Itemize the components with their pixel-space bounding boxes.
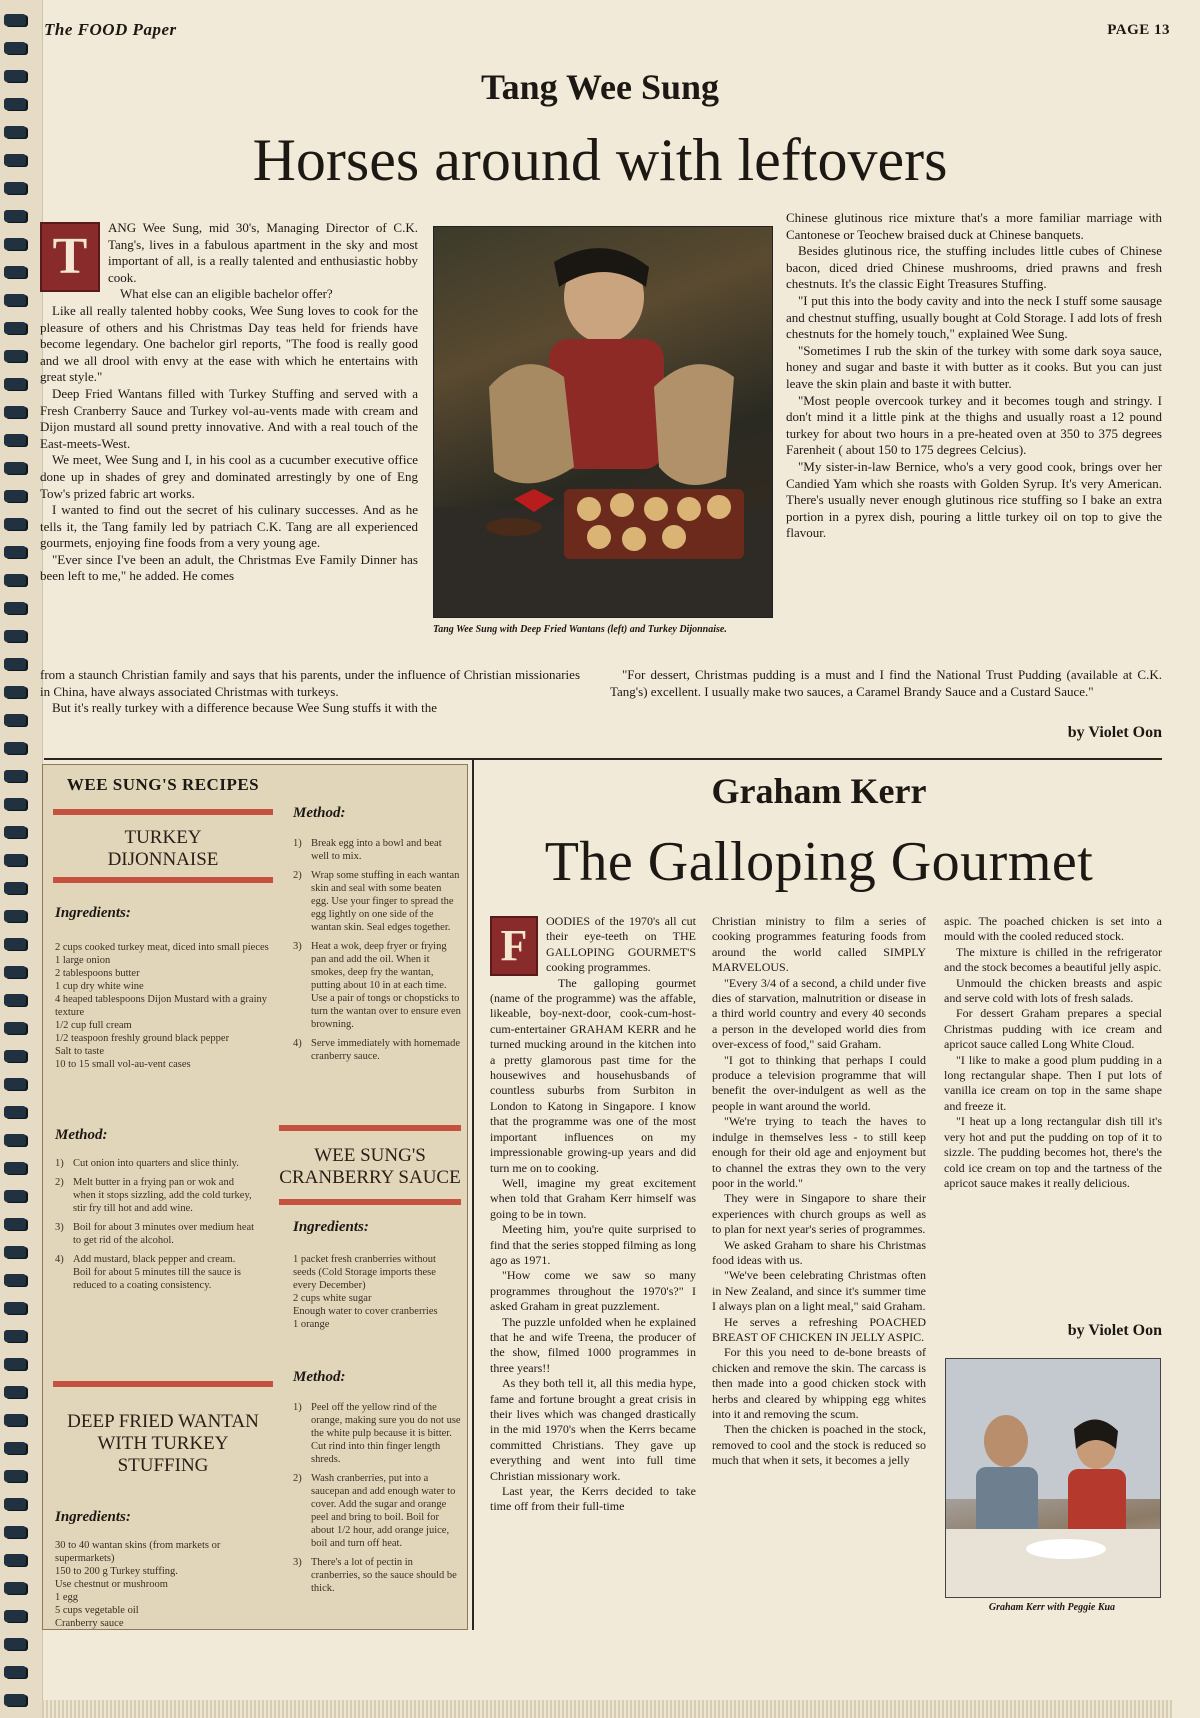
- binding-ring: [4, 154, 26, 166]
- binding-ring: [4, 1106, 26, 1118]
- story1-paragraph: I wanted to find out the secret of his culinary successes. And as he tells it, the Tang family led by patriach C.K. Tang are all experienced gourmets, enjoying fine foods from a very young age.: [40, 502, 418, 551]
- ingredient-item: 1 egg: [55, 1592, 79, 1603]
- binding-ring: [4, 1638, 26, 1650]
- wantan-ingredients-list: [55, 1539, 273, 1630]
- method-step: 4) Serve immediately with homemade cranberry sauce.: [293, 1038, 460, 1062]
- page-number: PAGE 13: [1107, 22, 1170, 38]
- ingredient-item: Use chestnut or mushroom: [55, 1579, 168, 1590]
- binding-ring: [4, 1330, 26, 1342]
- binding-ring: [4, 714, 26, 726]
- binding-ring: [4, 602, 26, 614]
- story2-photo-caption: Graham Kerr with Peggie Kua: [988, 1602, 1116, 1613]
- recipe-title-turkey-dijonnaise: TURKEY DIJONNAISE: [107, 827, 219, 870]
- story2-paragraph: The puzzle unfolded when he explained that he and wife Treena, the producer of the show, filmed 1000 programmes in three years!!: [490, 1314, 696, 1375]
- story2-paragraph: "Every 3/4 of a second, a child under five dies of starvation, malnutrition or disease in a third world country and every 40 seconds a person in the developed world dies from over-excess of food," said Graham.: [712, 975, 926, 1052]
- spiral-binding: [0, 0, 43, 1718]
- ingredient-item: 2 cups cooked turkey meat, diced into small pieces: [55, 942, 269, 953]
- story2-paragraph: Last year, the Kerrs decided to take time off from their full-time: [490, 1484, 696, 1514]
- story2-paragraph: He serves a refreshing POACHED BREAST OF CHICKEN IN JELLY ASPIC.: [712, 1314, 926, 1344]
- binding-ring: [4, 1274, 26, 1286]
- binding-ring: [4, 406, 26, 418]
- binding-ring: [4, 434, 26, 446]
- ingredient-item: 1/2 teaspoon freshly ground black pepper: [55, 1033, 230, 1044]
- ingredients-label: Ingredients:: [55, 1509, 131, 1525]
- story1-bottom-left: [40, 667, 580, 717]
- method-step: 3) Heat a wok, deep fryer or frying pan and add the oil. When it smokes, deep fry the wantan, putting about 10 in at each time. Use a pair of tongs or chopsticks to turn the wantan over to ensure even browning.: [293, 941, 461, 1030]
- story2-paragraph: The galloping gourmet (name of the programme) was the affable, likeable, boy-next-door, cook-cum-host-cum-entertainer GRAHAM KERR and he turned mucking around in the kitchen into a pretty glamorous past time for the housewives and househusbands of countless suburbs from Surbiton in London to Katong in Singapore. I know that the programme was one of the most important influences on my impressionable growing-up years and did turn me on to cooking.: [490, 975, 696, 1175]
- wantan-method-steps: [293, 837, 461, 1069]
- story1-byline: by Violet Oon: [1067, 724, 1162, 741]
- photo-tang-wee-sung: [433, 226, 773, 618]
- method-step: 3) Boil for about 3 minutes over medium heat to get rid of the alcohol.: [55, 1222, 255, 1246]
- story2-column-3: [944, 914, 1162, 1191]
- story2-paragraph: For this you need to de-bone breasts of chicken and remove the skin. The carcass is then made into a good chicken stock with herbs and cleared by whipping egg whites into it and removing the scum.: [712, 1345, 926, 1421]
- ingredient-item: 1 packet fresh cranberries without seeds (Cold Storage imports these every December): [293, 1254, 436, 1291]
- method-label: Method:: [293, 805, 346, 821]
- story2-kicker: Graham Kerr: [711, 771, 927, 811]
- binding-ring: [4, 1386, 26, 1398]
- binding-ring: [4, 490, 26, 502]
- ingredient-item: Enough water to cover cranberries: [293, 1306, 438, 1317]
- story1-paragraph: Deep Fried Wantans filled with Turkey Stuffing and served with a Fresh Cranberry Sauce and Turkey vol-au-vents made with cream and Dijon mustard all sound pretty innovative. And with a real touch of the East-meets-West.: [40, 385, 418, 451]
- method-step: 1) Cut onion into quarters and slice thinly.: [55, 1158, 239, 1169]
- ingredient-item: Cranberry sauce: [55, 1618, 124, 1629]
- section-divider: [44, 758, 1162, 760]
- ingredients-label: Ingredients:: [293, 1219, 369, 1235]
- story2-paragraph: Unmould the chicken breasts and aspic and serve cold with lots of fresh salads.: [944, 975, 1162, 1006]
- binding-ring: [4, 826, 26, 838]
- story2-paragraph: As they both tell it, all this media hype, fame and fortune brought a great crisis in their lives which was changed drastically in the mid 1970's when the Kerrs became committed Christians. They gave up everything and went into full time Christian missionary work.: [490, 1376, 696, 1483]
- ingredient-item: 1 orange: [293, 1319, 330, 1330]
- story2-dropcap: F: [490, 916, 538, 976]
- story1-column-3: [786, 210, 1162, 542]
- story2-byline: by Violet Oon: [1067, 1322, 1162, 1339]
- binding-ring: [4, 1302, 26, 1314]
- story2-paragraph: Christian ministry to film a series of cooking programmes featuring foods from around the world called SIMPLY MARVELOUS.: [712, 914, 926, 975]
- binding-ring: [4, 462, 26, 474]
- story2-paragraph: Then the chicken is poached in the stock, removed to cool and the stock is reduced so much that when it sets, it becomes a jelly: [712, 1422, 926, 1468]
- story1-paragraph: But it's really turkey with a difference because Wee Sung stuffs it with the: [52, 700, 438, 716]
- binding-ring: [4, 1358, 26, 1370]
- method-step: 1) Peel off the yellow rind of the orange, making sure you do not use the white pulp because it is bitter. Cut rind into thin finger length shreds.: [293, 1402, 461, 1465]
- binding-ring: [4, 658, 26, 670]
- binding-ring: [4, 742, 26, 754]
- story2-headline: The Galloping Gourmet: [544, 831, 1094, 893]
- photo-illustration: [434, 227, 772, 617]
- ingredient-item: 1/2 cup full cream: [55, 1020, 132, 1031]
- binding-ring: [4, 854, 26, 866]
- decorative-band: [279, 1199, 461, 1205]
- story2-paragraph: "How come we saw so many programmes throughout the 1970's?" I asked Graham in great puzzlement.: [490, 1268, 696, 1314]
- binding-ring: [4, 98, 26, 110]
- binding-ring: [4, 882, 26, 894]
- ingredient-item: 30 to 40 wantan skins (from markets or supermarkets): [55, 1540, 221, 1564]
- story2-paragraph: "I like to make a good plum pudding in a long rectangular shape. Then I put lots of vanilla ice cream on top in the same shape and freeze it.: [944, 1052, 1162, 1113]
- story1-paragraph: What else can an eligible bachelor offer?: [120, 286, 333, 302]
- binding-ring: [4, 14, 26, 26]
- binding-ring: [4, 1694, 26, 1706]
- binding-ring: [4, 1470, 26, 1482]
- story1-column-1: [40, 220, 418, 585]
- story1-dropcap: T: [40, 222, 100, 292]
- story1-paragraph: "Sometimes I rub the skin of the turkey with some dark soya sauce, honey and sugar and baste it with butter as it cooks. But you can just leave the skin plain and baste it with butter.: [786, 342, 1162, 391]
- method-step: 4) Add mustard, black pepper and cream. Boil for about 5 minutes till the sauce is reduced to a coating consistency.: [55, 1254, 241, 1291]
- decorative-band: [53, 1381, 273, 1387]
- turkey-method-steps: [55, 1157, 255, 1298]
- ingredient-item: 150 to 200 g Turkey stuffing.: [55, 1566, 178, 1577]
- story1-paragraph: ANG Wee Sung, mid 30's, Managing Director of C.K. Tang's, lives in a fabulous apartment in the sky and most important of all, is a really talented and enthusiastic hobby cook.: [108, 220, 418, 285]
- binding-ring: [4, 630, 26, 642]
- story1-headline: Horses around with leftovers: [252, 127, 948, 193]
- story1-paragraph: "I put this into the body cavity and into the neck I stuff some sausage and chestnut stuffing, usually bought at Cold Storage. I add lots of fresh chestnuts for the homely touch," explained Wee Sung.: [786, 292, 1162, 342]
- page-edge-texture: [42, 1700, 1172, 1718]
- story2-paragraph: They were in Singapore to share their experiences with church groups as well as to plan for next year's series of programmes.: [712, 1191, 926, 1237]
- binding-ring: [4, 1582, 26, 1594]
- ingredient-item: 1 cup dry white wine: [55, 981, 144, 992]
- ingredient-item: 2 tablespoons butter: [55, 968, 140, 979]
- story1-bottom-right: [610, 667, 1162, 700]
- binding-ring: [4, 238, 26, 250]
- binding-ring: [4, 770, 26, 782]
- story1-kicker: Tang Wee Sung: [480, 67, 720, 107]
- ingredient-item: 1 large onion: [55, 955, 111, 966]
- ingredient-item: 10 to 15 small vol-au-vent cases: [55, 1059, 191, 1070]
- binding-ring: [4, 182, 26, 194]
- cranberry-method-steps: [293, 1401, 461, 1601]
- binding-ring: [4, 1526, 26, 1538]
- method-step: 1) Break egg into a bowl and beat well to mix.: [293, 838, 442, 862]
- ingredient-item: Salt to taste: [55, 1046, 104, 1057]
- recipe-title-deep-fried-wantan: DEEP FRIED WANTAN WITH TURKEY STUFFING: [67, 1411, 259, 1476]
- story1-paragraph: Besides glutinous rice, the stuffing includes little cubes of Chinese bacon, diced dried Chinese mushrooms, dried prawns and fresh chestnuts. It's the classic Eight Treasures Stuffing.: [786, 243, 1162, 292]
- binding-ring: [4, 1442, 26, 1454]
- story2-paragraph: Meeting him, you're quite surprised to find that the series stopped filming as long ago as 1971.: [490, 1222, 696, 1267]
- story2-paragraph: OODIES of the 1970's all cut their eye-teeth on THE GALLOPING GOURMET'S cooking programmes.: [546, 914, 696, 975]
- ingredient-item: 5 cups vegetable oil: [55, 1605, 139, 1616]
- binding-ring: [4, 378, 26, 390]
- binding-ring: [4, 1666, 26, 1678]
- story2-paragraph: "We've been celebrating Christmas often in New Zealand, and since it's summer time I always plan on a light meal," said Graham.: [712, 1268, 926, 1314]
- ingredient-item: 4 heaped tablespoons Dijon Mustard with a grainy texture: [55, 994, 267, 1018]
- ingredients-label: Ingredients:: [55, 905, 131, 921]
- story2-paragraph: We asked Graham to share his Christmas food ideas with us.: [712, 1237, 926, 1267]
- binding-ring: [4, 938, 26, 950]
- method-step: 2) Wrap some stuffing in each wantan skin and seal with some beaten egg. Use your finger to spread the egg lightly on one side of the wantan skin. Seal edges together.: [293, 870, 460, 933]
- binding-ring: [4, 686, 26, 698]
- binding-ring: [4, 1610, 26, 1622]
- binding-ring: [4, 574, 26, 586]
- binding-ring: [4, 910, 26, 922]
- method-step: 2) Wash cranberries, put into a saucepan and add enough water to cover. Add the sugar and orange peel and bring to boil. Boil for about 1/2 hour, add orange juice, boil and turn off heat.: [293, 1473, 456, 1549]
- binding-ring: [4, 798, 26, 810]
- turkey-ingredients-list: [55, 941, 273, 1071]
- story1-paragraph: We meet, Wee Sung and I, in his cool as a cucumber executive office done up in shades of grey and dominated arrestingly by one of Eng Tow's prized fabric art works.: [40, 452, 418, 501]
- story1-paragraph: "Ever since I've been an adult, the Christmas Eve Family Dinner has been left to me," he added. He comes: [40, 551, 418, 584]
- photo-graham-kerr: [945, 1358, 1161, 1598]
- method-label: Method:: [293, 1369, 346, 1385]
- method-step: 3) There's a lot of pectin in cranberries, so the sauce should be thick.: [293, 1557, 457, 1594]
- binding-ring: [4, 1414, 26, 1426]
- binding-ring: [4, 1162, 26, 1174]
- masthead: The FOOD Paper: [44, 20, 177, 39]
- binding-ring: [4, 42, 26, 54]
- photo-illustration: [946, 1359, 1160, 1597]
- story2-column-1: [490, 914, 696, 1515]
- binding-ring: [4, 350, 26, 362]
- binding-ring: [4, 1134, 26, 1146]
- story1-paragraph: from a staunch Christian family and says that his parents, under the influence of Christian missionaries in China, have always associated Christmas with turkeys.: [40, 667, 580, 699]
- story2-paragraph: The mixture is chilled in the refrigerator and the stock becomes a beautiful jelly aspic.: [944, 944, 1162, 975]
- decorative-band: [279, 1125, 461, 1131]
- binding-ring: [4, 966, 26, 978]
- story1-paragraph: "Most people overcook turkey and it becomes tough and stringy. I don't mind it a little pink at the thighs and usually roast a 12 pound turkey for about two hours in a pre-heated oven at 350 to 375 degrees Farenheit ( about 150 to 175 degrees Celcius).: [786, 392, 1162, 458]
- story2-paragraph: "I got to thinking that perhaps I could produce a television programme that will benefit the over-indulgent as well as the people in want around the world.: [712, 1052, 926, 1113]
- story1-paragraph: Chinese glutinous rice mixture that's a more familiar marriage with Cantonese or Teochew braised duck at Chinese banquets.: [786, 210, 1162, 242]
- binding-ring: [4, 266, 26, 278]
- story2-paragraph: aspic. The poached chicken is set into a mould with the cooled reduced stock.: [944, 914, 1162, 944]
- recipe-box: [42, 764, 468, 1630]
- story2-paragraph: Well, imagine my great excitement when told that Graham Kerr himself was going to be in town.: [490, 1175, 696, 1221]
- binding-ring: [4, 1050, 26, 1062]
- binding-ring: [4, 294, 26, 306]
- story1-paragraph: Like all really talented hobby cooks, Wee Sung loves to cook for the pleasure of others and his Christmas Day teas held for friends have become legendary. One bachelor girl reports, "The food is really good and we all drool with envy at the ease with which he entertains with great style.": [40, 302, 418, 385]
- binding-ring: [4, 1246, 26, 1258]
- recipe-box-title: WEE SUNG'S RECIPES: [66, 775, 260, 794]
- binding-ring: [4, 994, 26, 1006]
- recipe-title-cranberry-sauce: WEE SUNG'S CRANBERRY SAUCE: [279, 1145, 461, 1188]
- binding-ring: [4, 546, 26, 558]
- story1-paragraph: "For dessert, Christmas pudding is a must and I find the National Trust Pudding (available at C.K. Tang's) excellent. I usually make two sauces, a Caramel Brandy Sauce and a Custard Sauce.": [610, 667, 1162, 699]
- story2-paragraph: For dessert Graham prepares a special Christmas pudding with ice cream and apricot sauce called Long White Cloud.: [944, 1006, 1162, 1052]
- binding-ring: [4, 210, 26, 222]
- story1-photo-caption: Tang Wee Sung with Deep Fried Wantans (left) and Turkey Dijonnaise.: [433, 624, 727, 635]
- decorative-band: [53, 877, 273, 883]
- method-step: 2) Melt butter in a frying pan or wok and when it stops sizzling, add the cold turkey, stir fry till hot and add wine.: [55, 1177, 252, 1214]
- ingredient-item: 2 cups white sugar: [293, 1293, 372, 1304]
- story2-paragraph: "I heat up a long rectangular dish till it's very hot and put the pudding on top of it to sizzle. The pudding becomes hot, there's the cold ice cream on top and the tartness of the apricot sauce makes it really delicious.: [944, 1114, 1162, 1190]
- binding-ring: [4, 70, 26, 82]
- binding-ring: [4, 1190, 26, 1202]
- story1-paragraph: "My sister-in-law Bernice, who's a very good cook, brings over her Candied Yam which she roasts with Golden Syrup. It's very American. There's usually never enough glutinous rice stuffing so I bake an extra portion in a pyrex dish, pouring a little turkey oil on top to give the flavour.: [786, 458, 1162, 541]
- binding-ring: [4, 518, 26, 530]
- story2-column-2: [712, 914, 926, 1469]
- decorative-band: [53, 809, 273, 815]
- story2-paragraph: "We're trying to teach the haves to indulge in themselves less - to still keep enough for their old age and enjoyment but to channel the extras they own to the very poor in the world.": [712, 1114, 926, 1190]
- binding-ring: [4, 1218, 26, 1230]
- binding-ring: [4, 126, 26, 138]
- binding-ring: [4, 322, 26, 334]
- binding-ring: [4, 1498, 26, 1510]
- cranberry-ingredients-list: [293, 1253, 461, 1331]
- binding-ring: [4, 1554, 26, 1566]
- binding-ring: [4, 1022, 26, 1034]
- method-label: Method:: [55, 1127, 108, 1143]
- binding-ring: [4, 1078, 26, 1090]
